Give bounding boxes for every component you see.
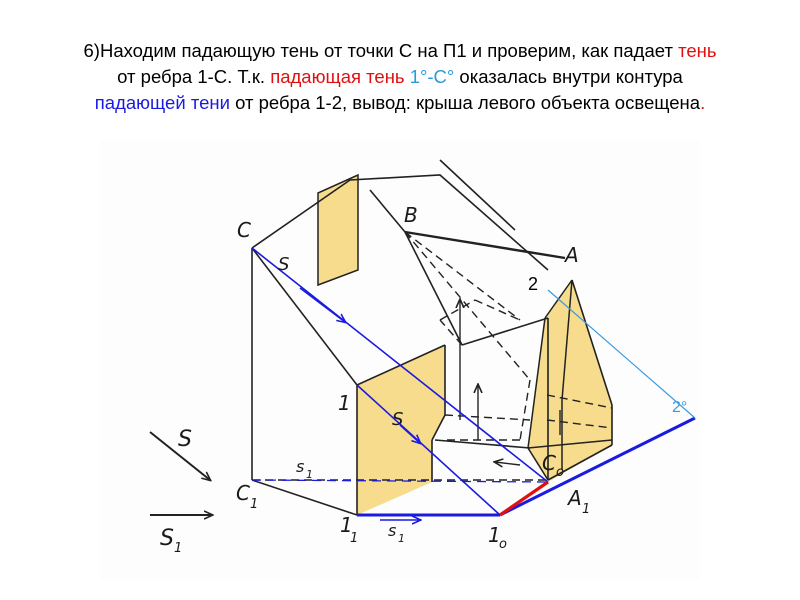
label-A: A xyxy=(565,243,579,267)
label-s1-ground-sub: 1 xyxy=(306,468,313,481)
label-1-1-sub: 1 xyxy=(350,531,359,546)
label-1-0-sub: o xyxy=(499,537,507,552)
label-1: 1 xyxy=(338,391,351,415)
label-C1: C xyxy=(236,481,250,505)
heading-highlight-red: падающая тень xyxy=(270,66,405,87)
label-S1-legend: S xyxy=(160,526,174,551)
label-C1-sub: 1 xyxy=(250,497,259,512)
label-s1-bottom: s xyxy=(388,521,397,540)
heading-highlight-blue: падающей тени xyxy=(94,92,230,113)
label-S-upper: S xyxy=(278,254,290,275)
label-C: C xyxy=(237,218,251,242)
heading-highlight-red: . xyxy=(700,92,706,113)
label-S1-legend-sub: 1 xyxy=(174,541,183,556)
label-2: 2 xyxy=(528,274,539,294)
label-2-deg: 2° xyxy=(672,399,688,416)
heading-highlight-cyan: 1°-С° xyxy=(409,66,455,87)
label-C0-sub: o xyxy=(556,465,564,480)
chimney xyxy=(318,175,358,285)
heading-text-part: от ребра 1-2, вывод: крыша левого объекта освещена xyxy=(229,92,701,113)
label-1-1: 1 xyxy=(340,513,353,537)
label-s1-bottom-sub: 1 xyxy=(398,532,405,545)
heading-text-part: оказалась внутри контура xyxy=(454,66,683,87)
label-A1: A xyxy=(568,486,582,510)
heading-highlight-red: тень xyxy=(678,40,717,61)
heading-text-part: от ребра 1-С. Т.к. xyxy=(117,66,271,87)
label-s1-ground: s xyxy=(296,457,305,476)
label-C0: C xyxy=(542,451,556,475)
label-S-legend: S xyxy=(178,427,192,452)
label-A1-sub: 1 xyxy=(582,502,591,517)
label-B: B xyxy=(404,203,418,227)
label-1-0: 1 xyxy=(488,523,501,547)
label-S-mid: S xyxy=(392,409,404,430)
heading-text-part: 6)Находим падающую тень от точки С на П1 и проверим, как падает xyxy=(83,40,679,61)
